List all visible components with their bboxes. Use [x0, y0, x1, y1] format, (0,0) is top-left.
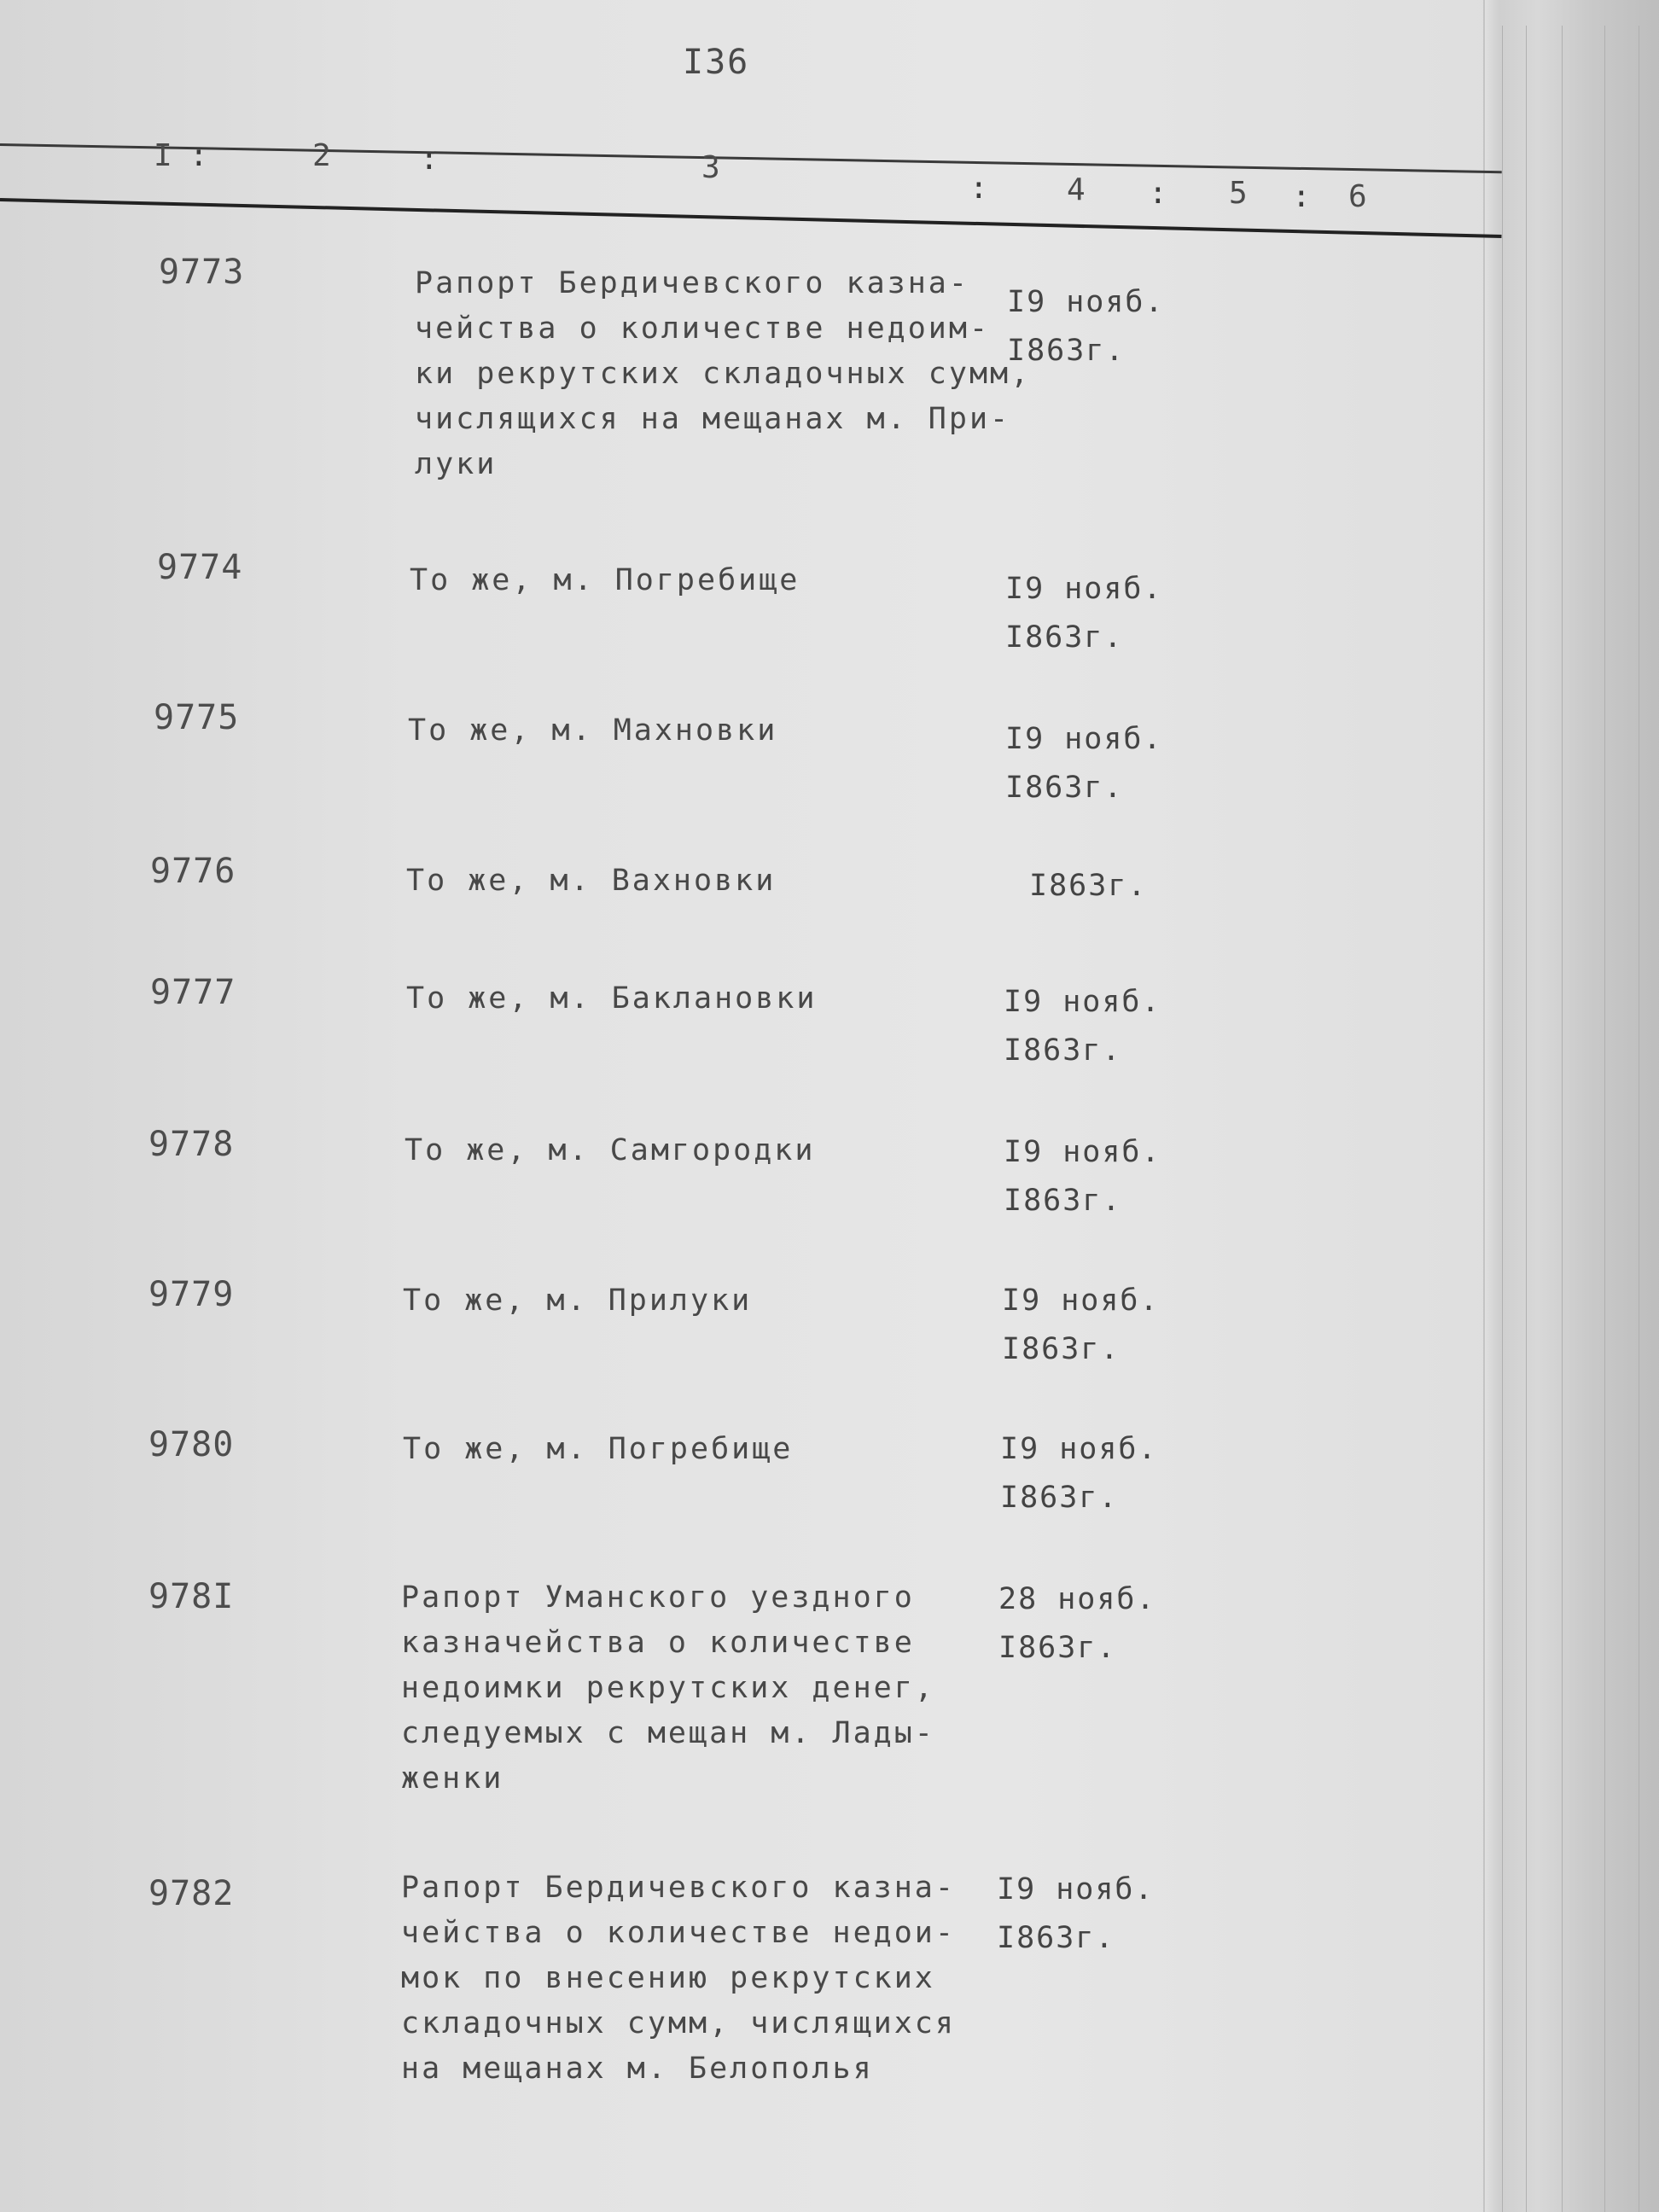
entry-date: I9 нояб. I863г. [1005, 572, 1163, 655]
entry-date: I9 нояб. I863г. [1002, 1284, 1160, 1366]
entry-description: Рапорт Бердичевского казна- чейства о количестве недои- мок по внесению рекрутских складочных сумм, числящихся на мещанах м. Белополья [401, 1871, 956, 2086]
entry-date: 28 нояб. I863г. [998, 1582, 1156, 1665]
entry-date: I9 нояб. I863г. [997, 1872, 1155, 1955]
entry-description: То же, м. Баклановки [406, 981, 818, 1016]
entry-number: 9775 [154, 698, 240, 737]
entry-date: I9 нояб. I863г. [1004, 1135, 1161, 1218]
header-separator: : [1149, 176, 1167, 211]
page-number: I36 [683, 43, 750, 82]
entry-description: То же, м. Вахновки [406, 864, 777, 898]
header-col-4: 4 [1067, 172, 1086, 207]
entry-description: Рапорт Бердичевского казна- чейства о количестве недоим- ки рекрутских складочных сумм, числящихся на мещанах м. При- луки [415, 266, 1032, 481]
header-bottom-rule [0, 198, 1502, 238]
entry-number: 9773 [159, 253, 245, 292]
header-separator: : [1292, 179, 1311, 214]
header-separator: : [969, 171, 988, 206]
entry-description: Рапорт Уманского уездного казначейства о количестве недоимки рекрутских денег, следуемых с мещан м. Лады- женки [401, 1580, 935, 1796]
entry-description: То же, м. Самгородки [405, 1133, 816, 1167]
entry-number: 978I [148, 1577, 235, 1616]
entry-number: 9779 [148, 1275, 235, 1314]
header-separator: : [420, 142, 439, 177]
entry-description: То же, м. Махновки [408, 713, 778, 748]
page-stack-edge [1483, 0, 1659, 2212]
entry-description: То же, м. Погребище [410, 563, 800, 597]
header-col-6: 6 [1348, 179, 1367, 214]
entry-number: 9774 [157, 548, 243, 587]
entry-date: I9 нояб. I863г. [1004, 985, 1161, 1068]
entry-description: То же, м. Прилуки [403, 1284, 753, 1318]
entry-date: I863г. [1029, 869, 1148, 903]
entry-number: 9778 [148, 1125, 235, 1164]
entry-date: I9 нояб. I863г. [1000, 1432, 1158, 1515]
header-separator: : [189, 138, 208, 173]
header-col-5: 5 [1229, 176, 1248, 211]
entry-date: I9 нояб. I863г. [1007, 285, 1165, 368]
entry-date: I9 нояб. I863г. [1005, 722, 1163, 805]
header-col-3: 3 [701, 150, 720, 185]
entry-number: 9776 [150, 852, 236, 891]
header-col-1: I [154, 138, 172, 173]
header-top-rule [0, 143, 1502, 173]
entry-description: То же, м. Погребище [403, 1432, 794, 1466]
entry-number: 9780 [148, 1425, 235, 1464]
header-col-2: 2 [312, 138, 331, 173]
entry-number: 9782 [148, 1874, 235, 1913]
entry-number: 9777 [150, 973, 236, 1012]
